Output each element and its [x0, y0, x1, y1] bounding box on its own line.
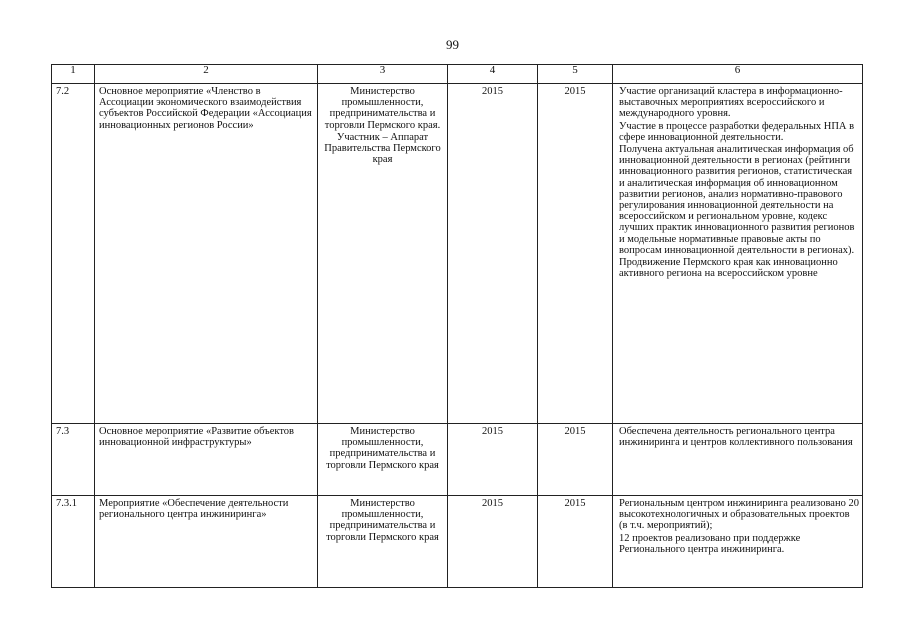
start-year: 2015 — [448, 84, 538, 424]
results-cell — [613, 84, 863, 424]
result-text: Региональным центром инжиниринга реализовано 20 высокотехнологичных и образовательных проектов (в т.ч. мероприятий); — [619, 498, 859, 532]
column-header: 3 — [318, 65, 448, 84]
column-header: 2 — [95, 65, 318, 84]
result-text: Участие в процессе разработки федеральных НПА в сфере инновационной деятельности. — [619, 120, 855, 143]
activity-name: Мероприятие «Обеспечение деятельности регионального центра инжиниринга» — [95, 496, 318, 588]
table-header-row — [52, 65, 863, 84]
executor: Министерство промышленности, предпринимательства и торговли Пермского края. — [324, 86, 441, 131]
results-cell — [613, 424, 863, 496]
column-header: 5 — [538, 65, 613, 84]
result-text: Участие организаций кластера в информационно-выставочных мероприятиях всероссийского и международного уровня. — [619, 86, 843, 120]
page-number: 99 — [446, 37, 459, 52]
row-number: 7.3 — [52, 424, 95, 496]
result-text: Продвижение Пермского края как инновационно активного региона на всероссийском уровне — [619, 257, 838, 280]
table-row — [52, 424, 863, 496]
column-header: 4 — [448, 65, 538, 84]
results-cell — [613, 496, 863, 588]
result-text: Получена актуальная аналитическая информация об инновационной деятельности в регионах (рейтинги инновационного развития регионов, статистическая и аналитическая информация об инновационном развитии регионов, анализ нормативно-правового регулирования инновационной деятельности на всероссийском и региональном уровне, кодекс лучших практик инновационного развития регионов и модельные нормативные правовые акты по вопросам инновационной деятельности в регионах). — [619, 144, 855, 256]
participant: Участник – Аппарат Правительства Пермского края — [324, 131, 441, 166]
executor: Министерство промышленности, предпринимательства и торговли Пермского края — [326, 426, 439, 471]
program-table — [51, 64, 863, 588]
row-number: 7.3.1 — [52, 496, 95, 588]
end-year: 2015 — [538, 424, 613, 496]
start-year: 2015 — [448, 496, 538, 588]
table-row — [52, 84, 863, 424]
result-text: Обеспечена деятельность регионального центра инжиниринга и центров коллективного пользования — [619, 426, 853, 449]
executor: Министерство промышленности, предпринимательства и торговли Пермского края — [326, 498, 439, 543]
row-number: 7.2 — [52, 84, 95, 424]
executor-cell — [318, 424, 448, 496]
executor-cell — [318, 496, 448, 588]
column-header: 6 — [613, 65, 863, 84]
end-year: 2015 — [538, 496, 613, 588]
result-text: 12 проектов реализовано при поддержке Регионального центра инжиниринга. — [619, 532, 801, 555]
end-year: 2015 — [538, 84, 613, 424]
column-header: 1 — [52, 65, 95, 84]
start-year: 2015 — [448, 424, 538, 496]
table-row — [52, 496, 863, 588]
executor-cell — [318, 84, 448, 424]
activity-name: Основное мероприятие «Развитие объектов инновационной инфраструктуры» — [95, 424, 318, 496]
activity-name: Основное мероприятие «Членство в Ассоциации экономического взаимодействия субъектов Российской Федерации «Ассоциация инновационных регионов России» — [95, 84, 318, 424]
